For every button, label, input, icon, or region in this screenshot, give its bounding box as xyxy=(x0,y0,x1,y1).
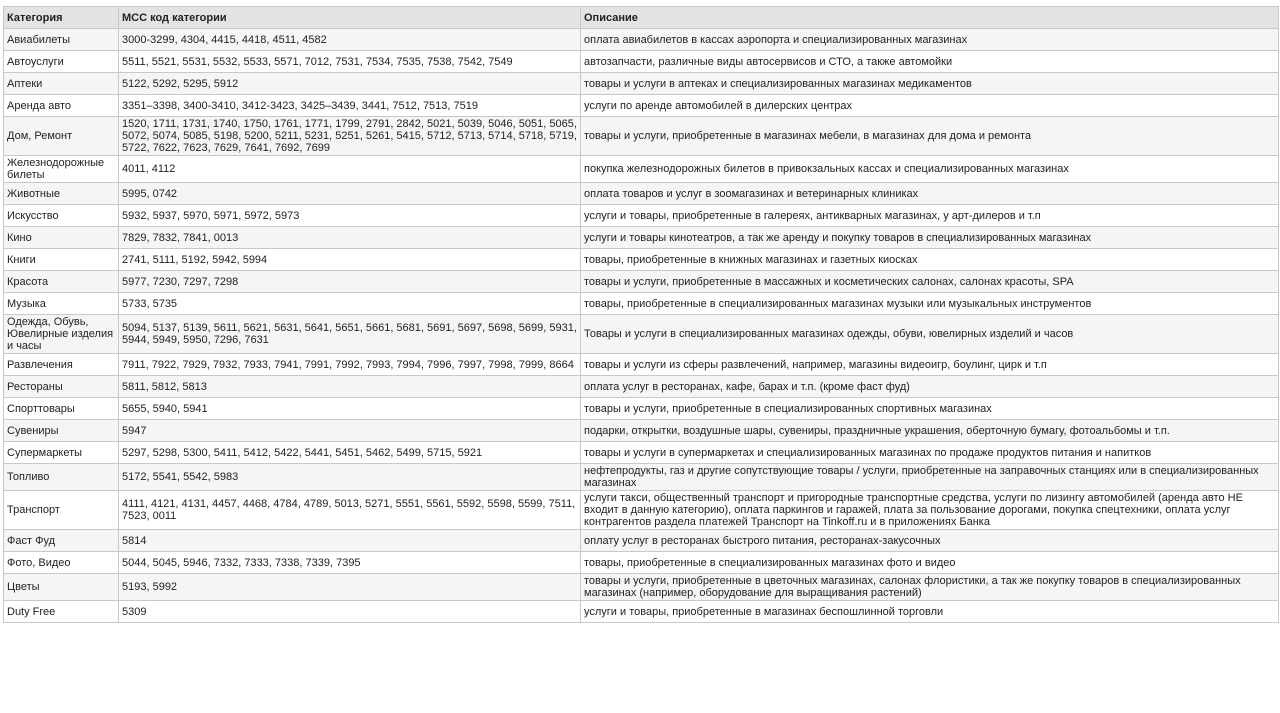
cell-category: Топливо xyxy=(4,464,119,491)
cell-mcc: 5172, 5541, 5542, 5983 xyxy=(119,464,581,491)
cell-mcc: 5995, 0742 xyxy=(119,183,581,205)
table-row xyxy=(4,376,1279,398)
cell-mcc: 1520, 1711, 1731, 1740, 1750, 1761, 1771, 1799, 2791, 2842, 5021, 5039, 5046, 5051, 5065, 5072, 5074, 5085, 5198, 5200, 5211, 5231, 5251, 5261, 5415, 5712, 5713, 5714, 5718, 5719, 5722, 7622, 7623, 7629, 7641, 7692, 7699 xyxy=(119,117,581,156)
cell-mcc: 5309 xyxy=(119,601,581,623)
cell-description: подарки, открытки, воздушные шары, сувениры, праздничные украшения, оберточную бумагу, фотоальбомы и т.п. xyxy=(581,420,1279,442)
cell-category: Развлечения xyxy=(4,354,119,376)
cell-description: товары, приобретенные в специализированных магазинах фото и видео xyxy=(581,552,1279,574)
header-mcc: MCC код категории xyxy=(119,7,581,29)
table-header xyxy=(4,7,1279,29)
cell-description: оплата товаров и услуг в зоомагазинах и ветеринарных клиниках xyxy=(581,183,1279,205)
table-row xyxy=(4,530,1279,552)
table-row xyxy=(4,601,1279,623)
cell-category: Книги xyxy=(4,249,119,271)
cell-category: Супермаркеты xyxy=(4,442,119,464)
cell-category: Фото, Видео xyxy=(4,552,119,574)
table-row xyxy=(4,117,1279,156)
table-row xyxy=(4,442,1279,464)
cell-description: товары, приобретенные в книжных магазинах и газетных киосках xyxy=(581,249,1279,271)
table-row xyxy=(4,491,1279,530)
mcc-table-container xyxy=(3,6,1279,623)
cell-mcc: 5947 xyxy=(119,420,581,442)
table-row xyxy=(4,183,1279,205)
cell-description: товары и услуги в супермаркетах и специализированных магазинах по продаже продуктов питания и напитков xyxy=(581,442,1279,464)
cell-category: Спорттовары xyxy=(4,398,119,420)
cell-category: Железнодорожные билеты xyxy=(4,156,119,183)
cell-category: Аренда авто xyxy=(4,95,119,117)
table-row xyxy=(4,552,1279,574)
table-row xyxy=(4,73,1279,95)
table-row xyxy=(4,420,1279,442)
cell-category: Дом, Ремонт xyxy=(4,117,119,156)
cell-mcc: 7911, 7922, 7929, 7932, 7933, 7941, 7991, 7992, 7993, 7994, 7996, 7997, 7998, 7999, 8664 xyxy=(119,354,581,376)
cell-category: Duty Free xyxy=(4,601,119,623)
cell-mcc: 5122, 5292, 5295, 5912 xyxy=(119,73,581,95)
cell-description: товары и услуги из сферы развлечений, например, магазины видеоигр, боулинг, цирк и т.п xyxy=(581,354,1279,376)
cell-mcc: 5193, 5992 xyxy=(119,574,581,601)
cell-description: оплату услуг в ресторанах быстрого питания, ресторанах-закусочных xyxy=(581,530,1279,552)
cell-category: Сувениры xyxy=(4,420,119,442)
cell-category: Кино xyxy=(4,227,119,249)
cell-description: товары и услуги в аптеках и специализированных магазинах медикаментов xyxy=(581,73,1279,95)
cell-description: автозапчасти, различные виды автосервисов и СТО, а также автомойки xyxy=(581,51,1279,73)
cell-category: Рестораны xyxy=(4,376,119,398)
table-row xyxy=(4,354,1279,376)
cell-mcc: 5511, 5521, 5531, 5532, 5533, 5571, 7012, 7531, 7534, 7535, 7538, 7542, 7549 xyxy=(119,51,581,73)
header-row xyxy=(4,7,1279,29)
cell-mcc: 5094, 5137, 5139, 5611, 5621, 5631, 5641, 5651, 5661, 5681, 5691, 5697, 5698, 5699, 5931, 5944, 5949, 5950, 7296, 7631 xyxy=(119,315,581,354)
cell-description: нефтепродукты, газ и другие сопутствующие товары / услуги, приобретенные на заправочных станциях или в специализированных магазинах xyxy=(581,464,1279,491)
cell-category: Одежда, Обувь, Ювелирные изделия и часы xyxy=(4,315,119,354)
cell-mcc: 5932, 5937, 5970, 5971, 5972, 5973 xyxy=(119,205,581,227)
cell-description: товары и услуги, приобретенные в магазинах мебели, в магазинах для дома и ремонта xyxy=(581,117,1279,156)
cell-category: Фаст Фуд xyxy=(4,530,119,552)
cell-description: товары, приобретенные в специализированных магазинах музыки или музыкальных инструментов xyxy=(581,293,1279,315)
cell-mcc: 4011, 4112 xyxy=(119,156,581,183)
table-body xyxy=(4,29,1279,623)
cell-mcc: 5297, 5298, 5300, 5411, 5412, 5422, 5441, 5451, 5462, 5499, 5715, 5921 xyxy=(119,442,581,464)
table-row xyxy=(4,574,1279,601)
cell-description: товары и услуги, приобретенные в цветочных магазинах, салонах флористики, а так же покупку товаров в специализированных магазинах (например, оборудование для выращивания растений) xyxy=(581,574,1279,601)
header-description: Описание xyxy=(581,7,1279,29)
cell-category: Искусство xyxy=(4,205,119,227)
cell-category: Автоуслуги xyxy=(4,51,119,73)
table-row xyxy=(4,51,1279,73)
cell-description: товары и услуги, приобретенные в массажных и косметических салонах, салонах красоты, SPA xyxy=(581,271,1279,293)
table-row xyxy=(4,227,1279,249)
table-row xyxy=(4,315,1279,354)
cell-category: Музыка xyxy=(4,293,119,315)
cell-mcc: 5977, 7230, 7297, 7298 xyxy=(119,271,581,293)
header-category: Категория xyxy=(4,7,119,29)
table-row xyxy=(4,398,1279,420)
table-row xyxy=(4,29,1279,51)
cell-category: Аптеки xyxy=(4,73,119,95)
cell-description: услуги такси, общественный транспорт и пригородные транспортные средства, услуги по лизингу автомобилей (аренда авто НЕ входит в данную категорию), оплата паркингов и гаражей, плата за пользование дорогами, покупка спецтехники, оплата услуг контрагентов раздела платежей Транспорт на Tinkoff.ru и в приложениях Банка xyxy=(581,491,1279,530)
cell-mcc: 5655, 5940, 5941 xyxy=(119,398,581,420)
cell-category: Цветы xyxy=(4,574,119,601)
table-row xyxy=(4,249,1279,271)
cell-mcc: 5044, 5045, 5946, 7332, 7333, 7338, 7339, 7395 xyxy=(119,552,581,574)
cell-category: Красота xyxy=(4,271,119,293)
cell-mcc: 3000-3299, 4304, 4415, 4418, 4511, 4582 xyxy=(119,29,581,51)
cell-category: Животные xyxy=(4,183,119,205)
table-row xyxy=(4,205,1279,227)
cell-description: услуги по аренде автомобилей в дилерских центрах xyxy=(581,95,1279,117)
table-row xyxy=(4,271,1279,293)
cell-mcc: 2741, 5111, 5192, 5942, 5994 xyxy=(119,249,581,271)
cell-category: Авиабилеты xyxy=(4,29,119,51)
cell-mcc: 5814 xyxy=(119,530,581,552)
cell-description: услуги и товары, приобретенные в галереях, антикварных магазинах, у арт-дилеров и т.п xyxy=(581,205,1279,227)
table-row xyxy=(4,156,1279,183)
table-row xyxy=(4,293,1279,315)
mcc-table xyxy=(3,6,1279,623)
cell-category: Транспорт xyxy=(4,491,119,530)
cell-mcc: 5733, 5735 xyxy=(119,293,581,315)
table-row xyxy=(4,464,1279,491)
cell-mcc: 3351–3398, 3400-3410, 3412-3423, 3425–3439, 3441, 7512, 7513, 7519 xyxy=(119,95,581,117)
cell-description: оплата услуг в ресторанах, кафе, барах и т.п. (кроме фаст фуд) xyxy=(581,376,1279,398)
cell-mcc: 5811, 5812, 5813 xyxy=(119,376,581,398)
cell-mcc: 7829, 7832, 7841, 0013 xyxy=(119,227,581,249)
cell-description: услуги и товары, приобретенные в магазинах беспошлинной торговли xyxy=(581,601,1279,623)
cell-description: товары и услуги, приобретенные в специализированных спортивных магазинах xyxy=(581,398,1279,420)
cell-description: оплата авиабилетов в кассах аэропорта и специализированных магазинах xyxy=(581,29,1279,51)
cell-mcc: 4111, 4121, 4131, 4457, 4468, 4784, 4789, 5013, 5271, 5551, 5561, 5592, 5598, 5599, 7511, 7523, 0011 xyxy=(119,491,581,530)
table-row xyxy=(4,95,1279,117)
cell-description: услуги и товары кинотеатров, а так же аренду и покупку товаров в специализированных магазинах xyxy=(581,227,1279,249)
cell-description: Товары и услуги в специализированных магазинах одежды, обуви, ювелирных изделий и часов xyxy=(581,315,1279,354)
cell-description: покупка железнодорожных билетов в привокзальных кассах и специализированных магазинах xyxy=(581,156,1279,183)
